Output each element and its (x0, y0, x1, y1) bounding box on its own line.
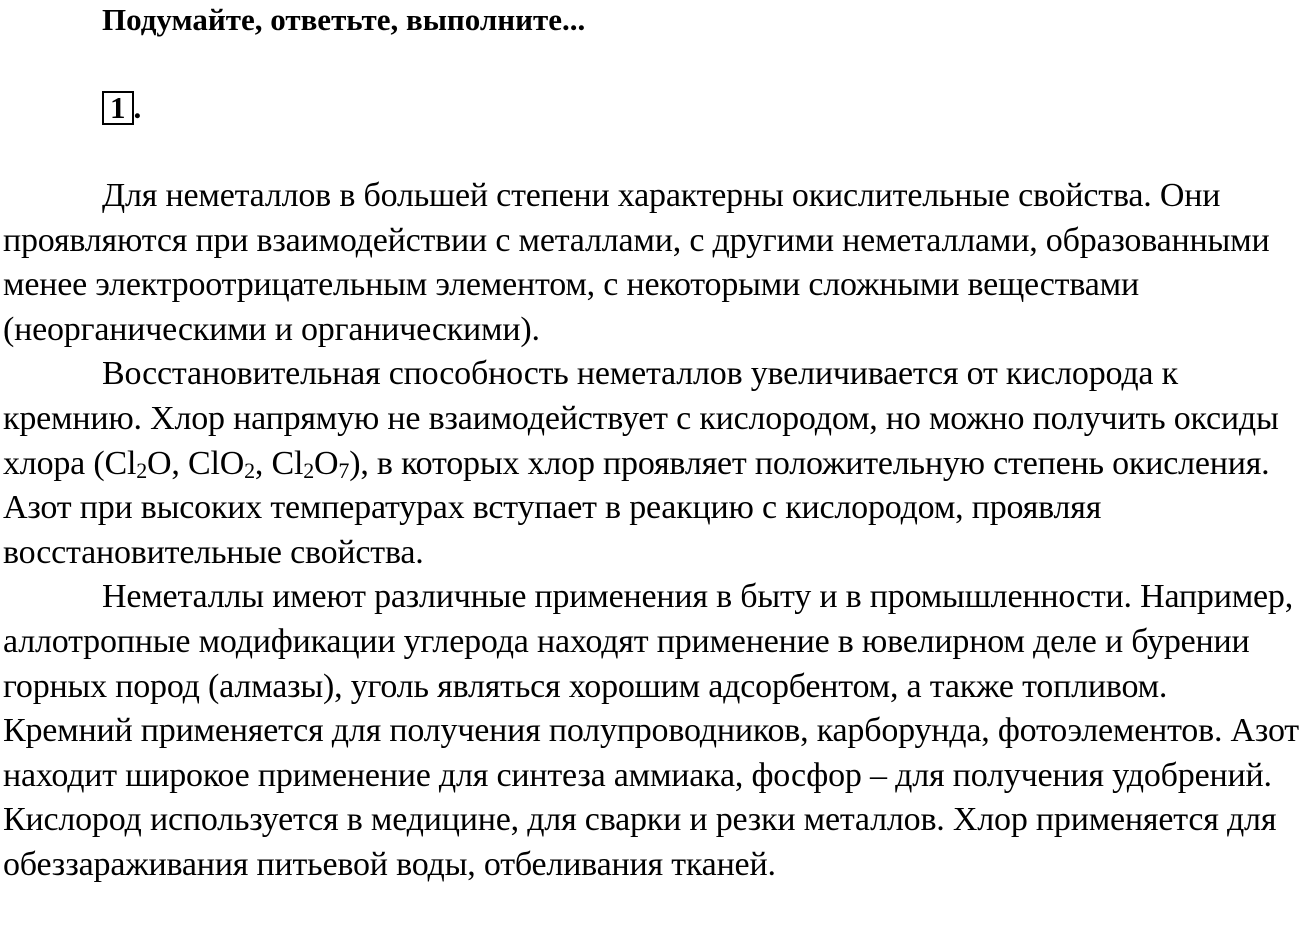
paragraph-text: O (314, 444, 339, 482)
task-number-box: 1 (102, 91, 134, 125)
paragraph-text: ), в которых хлор проявляет положительную степень окисления. Азот при высоких температурах вступает в реакцию с кислородом, проявляя восстановительные свойства. (3, 444, 1270, 571)
subscript: 7 (338, 457, 350, 483)
section-heading: Подумайте, ответьте, выполните... (102, 2, 586, 37)
paragraph-text: , Cl (254, 444, 304, 482)
subscript: 2 (136, 457, 148, 483)
paragraph-oxidizing-properties: Для неметаллов в большей степени характерны окислительные свойства. Они проявляются при взаимодействии с металлами, с другими неметаллами, образованными менее электроотрицательным элементом, с некоторыми сложными веществами (неорганическими и органическими). (3, 177, 1270, 348)
task-number-suffix: . (133, 90, 142, 125)
paragraph-applications: Неметаллы имеют различные применения в быту и в промышленности. Например, аллотропные модификации углерода находят применение в ювелирном деле и бурении горных пород (алмазы), уголь являться хорошим адсорбентом, а также топливом. Кремний применяется для получения полупроводников, карборунда, фотоэлементов. Азот находит широкое применение для синтеза аммиака, фосфор – для получения удобрений. Кислород используется в медицине, для сварки и резки металлов. Хлор применяется для обеззараживания питьевой воды, отбеливания тканей. (3, 578, 1299, 883)
paragraph-text: Восстановительная способность неметаллов увеличивается от кислорода к кремнию. Хлор напрямую не взаимодействует с кислородом, но можно получить оксиды хлора (Cl (3, 355, 1279, 482)
answer-text (3, 174, 1301, 888)
task-number (102, 90, 141, 126)
subscript: 2 (303, 457, 315, 483)
subscript: 2 (244, 457, 255, 483)
paragraph-text: O, ClO (147, 444, 245, 482)
paragraph-reducing-properties (3, 352, 1301, 575)
